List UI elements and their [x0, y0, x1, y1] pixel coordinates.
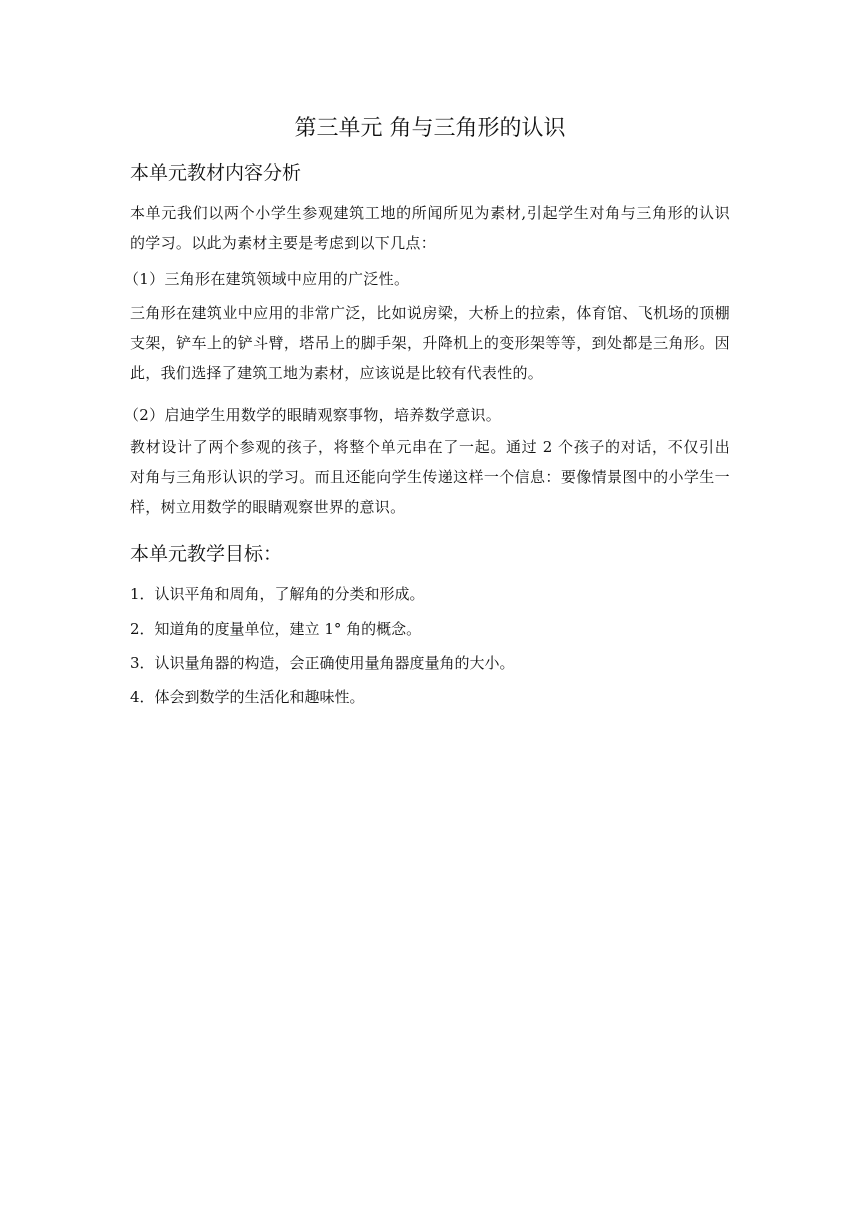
goal-item-3: 3．认识量角器的构造，会正确使用量角器度量角的大小。 — [130, 654, 515, 672]
paragraph-textbook-design: 教材设计了两个参观的孩子，将整个单元串在了一起。通过 2 个孩子的对话，不仅引出对角与三角形认识的学习。而且还能向学生传递这样一个信息：要像情景图中的小学生一样，树立用数学的眼睛观察世界的意识。 — [130, 438, 730, 516]
paragraph-intro: 本单元我们以两个小学生参观建筑工地的所闻所见为素材,引起学生对角与三角形的认识的学习。以此为素材主要是考虑到以下几点： — [130, 204, 730, 252]
point-2: （2）启迪学生用数学的眼睛观察事物，培养数学意识。 — [124, 406, 502, 424]
point-1: （1）三角形在建筑领域中应用的广泛性。 — [124, 270, 410, 288]
goal-item-1: 1．认识平角和周角，了解角的分类和形成。 — [130, 585, 425, 603]
goal-item-4: 4．体会到数学的生活化和趣味性。 — [130, 688, 365, 706]
goal-item-2: 2．知道角的度量单位，建立 1° 角的概念。 — [130, 620, 422, 638]
paragraph-triangles-in-construction: 三角形在建筑业中应用的非常广泛，比如说房梁，大桥上的拉索，体育馆、飞机场的顶棚支架，铲车上的铲斗臂，塔吊上的脚手架，升降机上的变形架等等，到处都是三角形。因此，我们选择了建筑工地为素材，应该说是比较有代表性的。 — [130, 304, 730, 382]
section-heading-content-analysis: 本单元教材内容分析 — [130, 162, 302, 184]
section-heading-teaching-goals: 本单元教学目标： — [130, 543, 283, 565]
document-title: 第三单元 角与三角形的认识 — [294, 116, 566, 141]
